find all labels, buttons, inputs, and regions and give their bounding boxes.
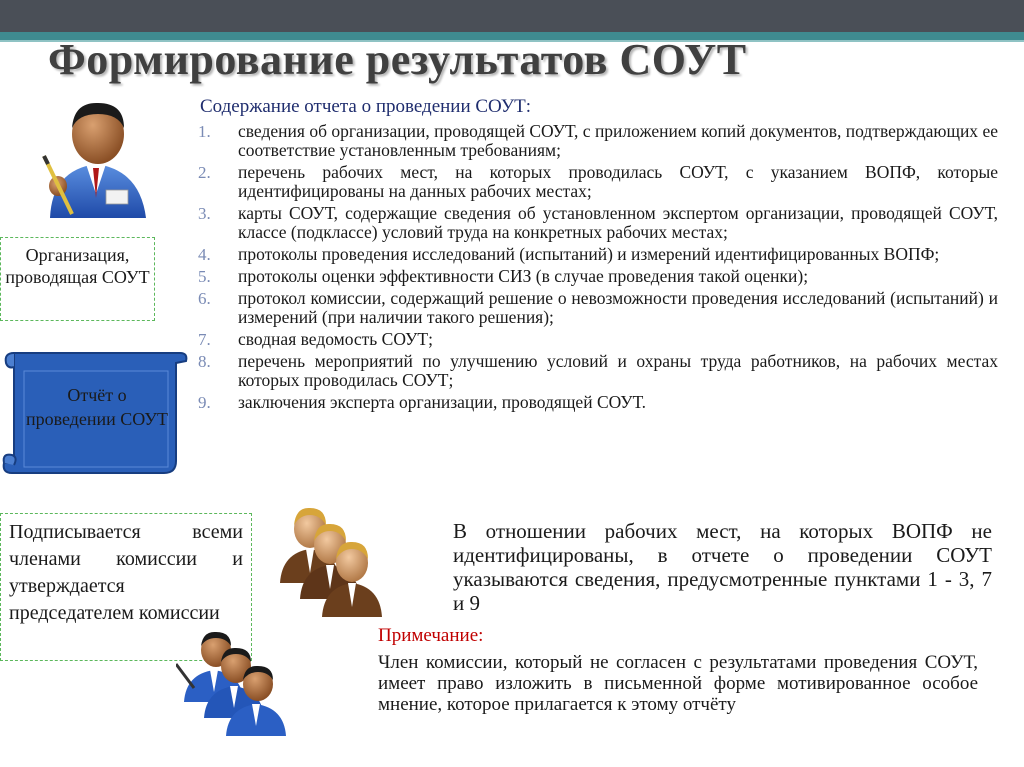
person-with-pen-icon bbox=[38, 98, 158, 223]
item-text: сведения об организации, проводящей СОУТ, с приложением копий документов, подтверждающих ее соответствие установленным требованиям; bbox=[238, 121, 998, 160]
list-item bbox=[198, 352, 998, 390]
list-item bbox=[198, 330, 998, 349]
item-text: карты СОУТ, содержащие сведения об установленном экспертом организации, проводящей СОУТ, классе (подклассе) условий труда на конкретных рабочих местах; bbox=[238, 203, 998, 242]
list-item bbox=[198, 245, 998, 264]
list-item bbox=[198, 163, 998, 201]
list-item bbox=[198, 122, 998, 160]
note-heading: Примечание: bbox=[378, 625, 484, 646]
group-blue-people-icon bbox=[176, 628, 298, 738]
item-text: заключения эксперта организации, проводящей СОУТ. bbox=[238, 392, 646, 412]
report-content-heading: Содержание отчета о проведении СОУТ: bbox=[200, 96, 532, 117]
item-number: 4. bbox=[198, 245, 211, 264]
org-box: Организация, проводящая СОУТ bbox=[0, 237, 155, 321]
group-brown-people-icon bbox=[278, 503, 388, 618]
item-number: 1. bbox=[198, 122, 211, 141]
scroll-text: Отчёт о проведении СОУТ bbox=[25, 385, 169, 429]
item-number: 9. bbox=[198, 393, 211, 412]
item-text: протоколы проведения исследований (испытаний) и измерений идентифицированных ВОПФ; bbox=[238, 244, 940, 264]
item-text: сводная ведомость СОУТ; bbox=[238, 329, 433, 349]
item-text: перечень рабочих мест, на которых проводилась СОУТ, с указанием ВОПФ, которые идентифицированы на данных рабочих местах; bbox=[238, 162, 998, 201]
list-item bbox=[198, 393, 998, 412]
item-text: протокол комиссии, содержащий решение о невозможности проведения исследований (испытаний) и измерений (при наличии такого решения); bbox=[238, 288, 998, 327]
item-number: 6. bbox=[198, 289, 211, 308]
report-items-list bbox=[198, 122, 998, 415]
item-number: 2. bbox=[198, 163, 211, 182]
item-number: 8. bbox=[198, 352, 211, 371]
wpf-not-identified-text: В отношении рабочих мест, на которых ВОПФ не идентифицированы, в отчете о проведении СОУТ указываются сведения, предусмотренные пунктами 1 - 3, 7 и 9 bbox=[453, 519, 992, 615]
item-text: перечень мероприятий по улучшению условий и охраны труда работников, на рабочих местах которых проводилась СОУТ; bbox=[238, 351, 998, 390]
sign-box: Подписывается всеми членами комиссии и утверждается председателем комиссии bbox=[0, 513, 252, 661]
item-number: 3. bbox=[198, 204, 211, 223]
top-bar bbox=[0, 0, 1024, 32]
item-number: 5. bbox=[198, 267, 211, 286]
note-text: Член комиссии, который не согласен с результатами проведения СОУТ, имеет право изложить в письменной форме мотивированное особое мнение, которое прилагается к этому отчёту bbox=[378, 652, 978, 715]
list-item bbox=[198, 204, 998, 242]
item-number: 7. bbox=[198, 330, 211, 349]
page-title: Формирование результатов СОУТ bbox=[48, 35, 747, 84]
list-item bbox=[198, 267, 998, 286]
list-item bbox=[198, 289, 998, 327]
item-text: протоколы оценки эффективности СИЗ (в случае проведения такой оценки); bbox=[238, 266, 809, 286]
